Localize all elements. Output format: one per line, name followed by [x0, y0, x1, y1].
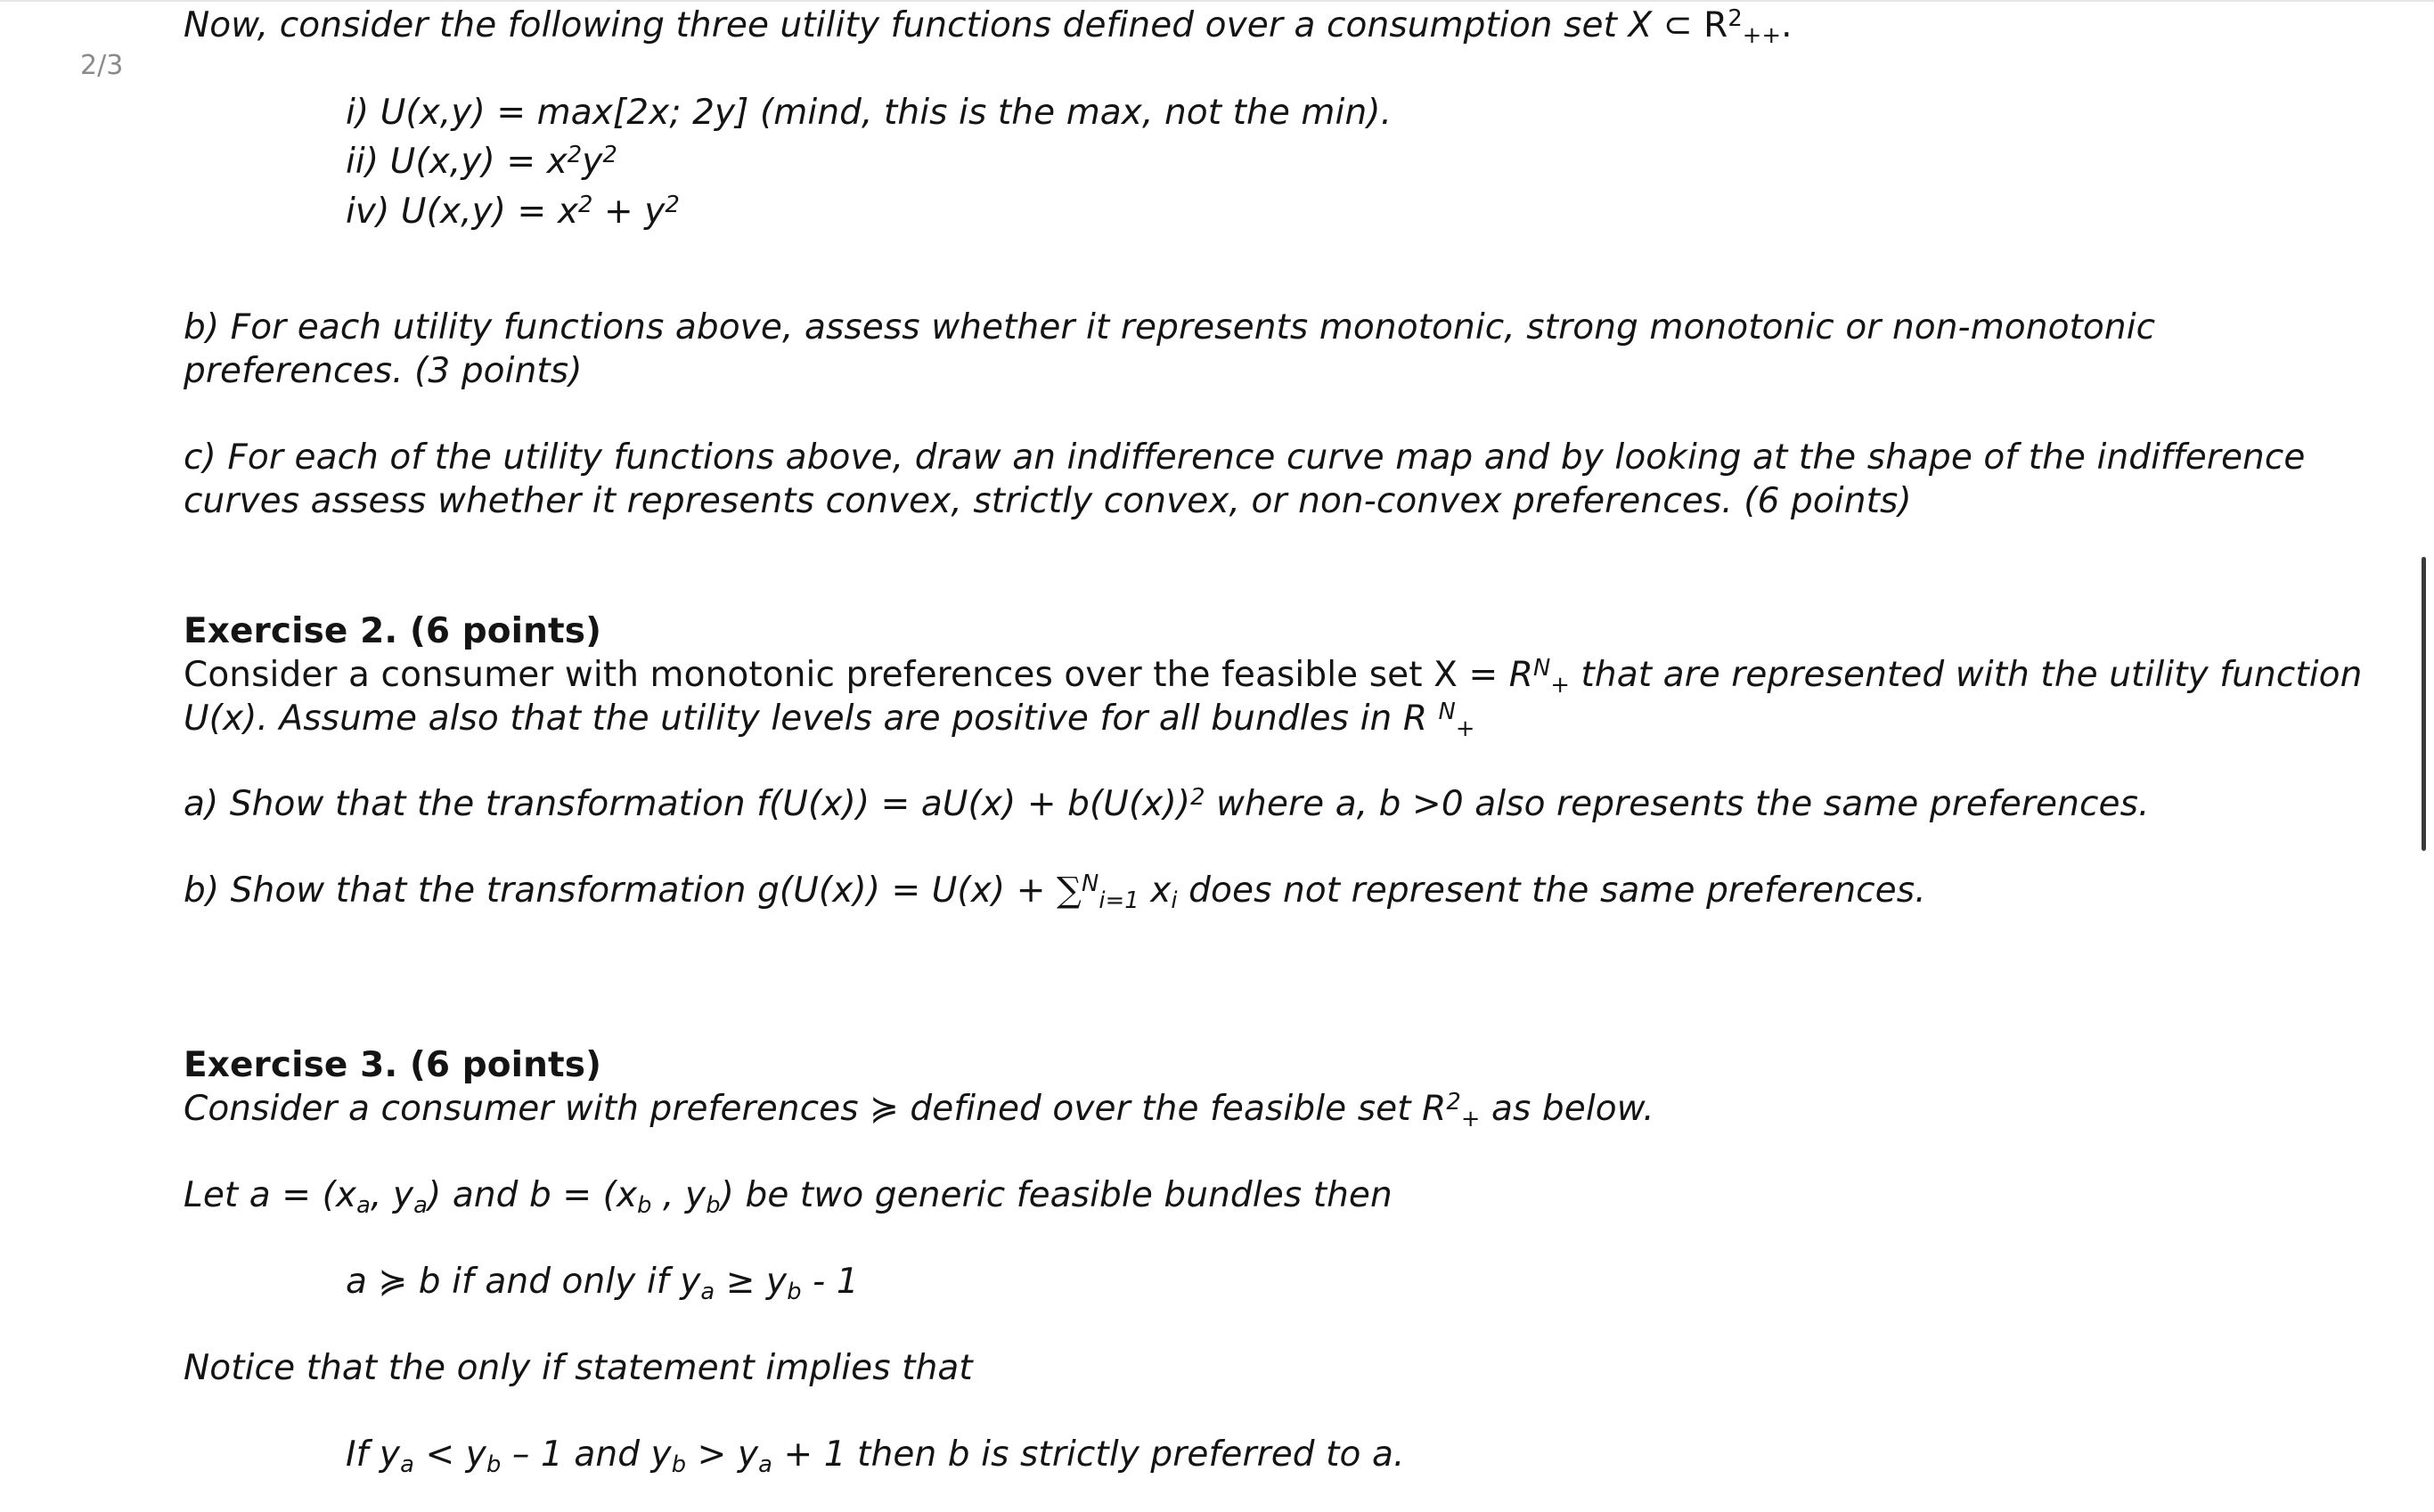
utility-function-i: i) U(x,y) = max[2x; 2y] (mind, this is the max, not the min).	[346, 93, 1393, 133]
vertical-scrollbar[interactable]	[2422, 557, 2426, 851]
exercise-2-line-2: U(x). Assume also that the utility levels are positive for all bundles in R $^N_+$	[184, 699, 1475, 743]
exercise-3-heading: Exercise 3. (6 points)	[184, 1045, 602, 1085]
exercise-2-part-a: a) Show that the transformation $f(U(x)) = aU(x) + b(U(x))^2$ where a, b >0 also represents the same preferences.	[184, 784, 2150, 824]
utility-function-iv: iv) $U(x,y) = x^2 + y^2$	[346, 192, 680, 232]
part-b-line-2: preferences. (3 points)	[184, 351, 583, 391]
exercise-3-implication: If $y_a < y_b - 1$ and $y_b > y_a + 1$ then b is strictly preferred to a.	[346, 1434, 1405, 1479]
exercise-3-intro: Consider a consumer with preferences ≽ defined over the feasible set $R^2_+$ as below.	[184, 1089, 1654, 1133]
utility-function-ii: ii) $U(x,y) = x^2y^2$	[346, 142, 617, 182]
exercise-3-bundles: Let $a = (x_a$, $y_a$) and $b = (x_b$ , $y_b$) be two generic feasible bundles then	[184, 1175, 1393, 1220]
exercise-3-condition: a ≽ b if and only if $y_a \ge y_b - 1$	[346, 1262, 859, 1306]
exercise-3-notice: Notice that the only if statement implies that	[184, 1348, 973, 1388]
exercise-2-line-1: Consider a consumer with monotonic preferences over the feasible set $X = R^N_+$ that are represented with the utility function	[184, 655, 2363, 699]
part-c-line-2: curves assess whether it represents convex, strictly convex, or non-convex preferences. (6 points)	[184, 481, 1912, 521]
exercise-2-heading: Exercise 2. (6 points)	[184, 611, 602, 651]
intro-line: Now, consider the following three utility functions defined over a consumption set X ⊂ $R^2_{++}$.	[184, 5, 1793, 50]
top-divider	[0, 0, 2434, 2]
exercise-2-part-b: b) Show that the transformation g(U(x)) = U(x) + ∑$^N_{i=1}$ $x_i$ does not represent the same preferences.	[184, 870, 1926, 915]
page-indicator: 2/3	[80, 50, 124, 81]
part-c-line-1: c) For each of the utility functions above, draw an indifference curve map and by looking at the shape of the indifference	[184, 437, 2306, 478]
part-b-line-1: b) For each utility functions above, assess whether it represents monotonic, strong monotonic or non-monotonic	[184, 307, 2156, 347]
